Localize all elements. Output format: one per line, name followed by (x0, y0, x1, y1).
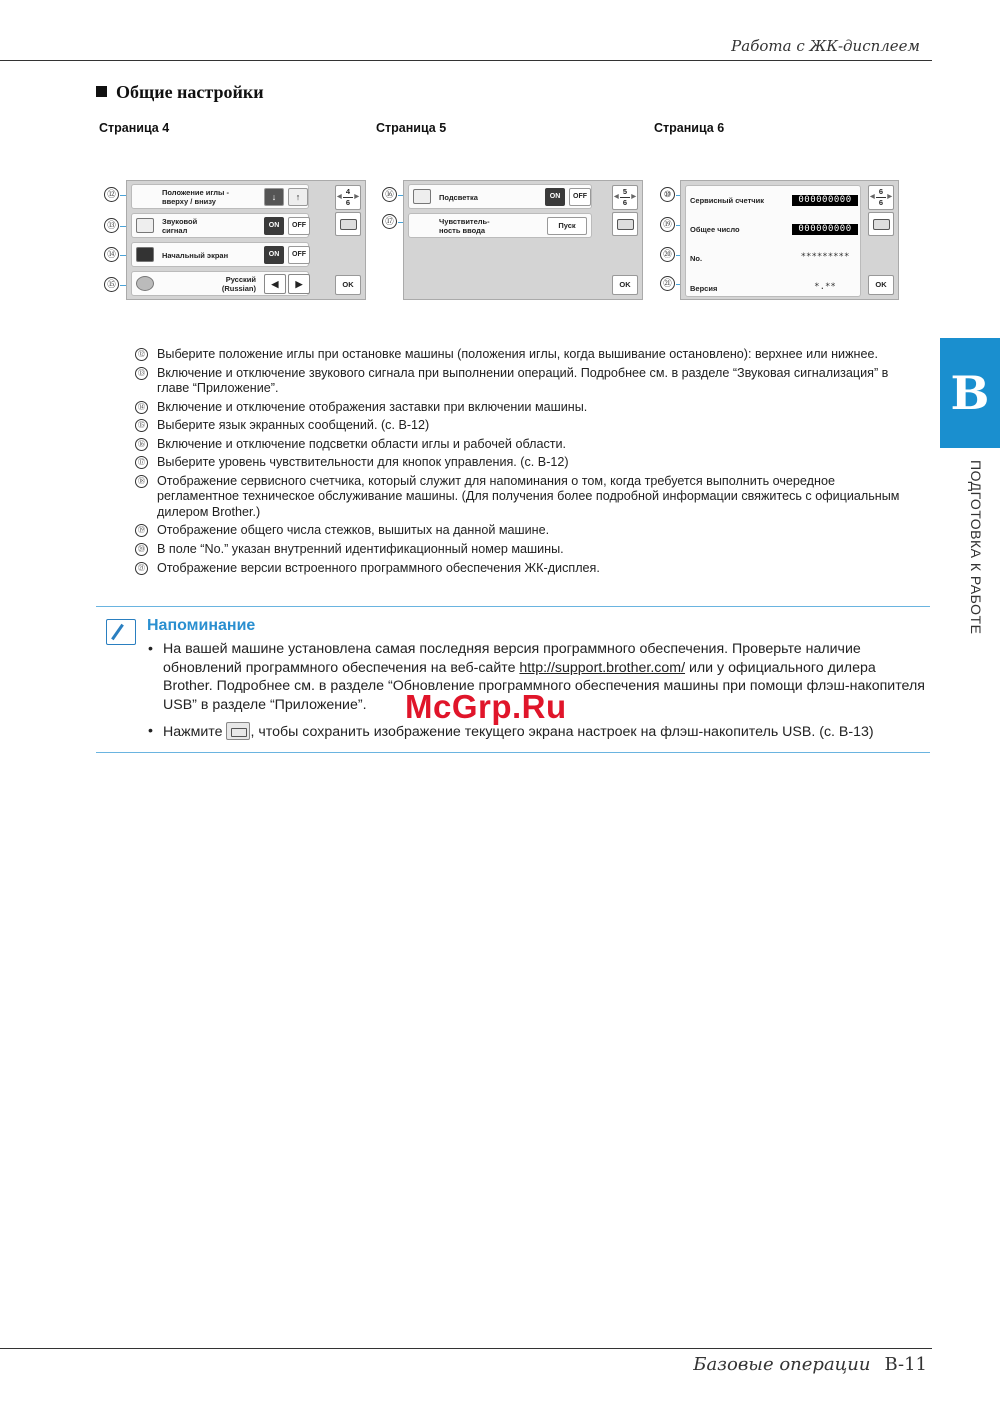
needle-icon (136, 189, 154, 204)
callout-15: ⑮ (104, 277, 119, 292)
opening-off-button[interactable]: OFF (288, 246, 310, 264)
buzzer-off-button[interactable]: OFF (288, 217, 310, 235)
service-count-label: Сервисный счетчик (690, 196, 764, 205)
page-footer: Базовые операции B-11 (693, 1354, 927, 1375)
opening-on-button[interactable]: ON (264, 246, 284, 264)
support-link[interactable]: http://support.brother.com/ (519, 659, 686, 676)
memo-bullet: • На вашей машине установлена самая последняя версия программного обеспечения. Проверьте наличие обновлений программного обеспечения на веб-сайте http://support.brother.com/ или у официального дилера Brother. Подробнее см. в разделе “Обновление программного обеспечения машины при помощи флэш-накопителя USB” в разделе “Приложение”. (146, 640, 926, 714)
list-item: ⑱ Отображение сервисного счетчика, который служит для напоминания о том, когда требуется выполнить очередное регламентное техническое обслуживание машины. (Для получения более подробной информации свяжитесь с официальным дилером Brother.) (135, 474, 905, 520)
needle-position-row: Положение иглы - вверху / внизу ↓ ↑ (131, 184, 309, 209)
light-on-button[interactable]: ON (545, 188, 565, 206)
memo-bullet: • Нажмите , чтобы сохранить изображение текущего экрана настроек на флэш-накопитель USB. (с. B-13) (146, 722, 926, 742)
list-item: ⑬ Включение и отключение звукового сигнала при выполнении операций. Подробнее см. в разделе “Звуковая сигнализация” в главе “Приложение”. (135, 366, 905, 397)
settings-screen-page-5 (403, 180, 643, 300)
buzzer-row: Звуковой сигнал ON OFF (131, 213, 309, 238)
list-item: ⑮ Выберите язык экранных сообщений. (с. B-12) (135, 418, 905, 433)
list-item: ⑲ Отображение общего числа стежков, вышитых на данной машине. (135, 523, 905, 538)
settings-screen-page-4 (126, 180, 366, 300)
section-title: Общие настройки (96, 82, 264, 103)
sensitivity-row: Чувствитель- ность ввода Пуск (408, 213, 592, 238)
callout-service: ⑩ (660, 187, 675, 202)
service-count-value: 000000000 (792, 195, 858, 206)
screenshot-button[interactable] (868, 212, 894, 236)
touch-icon (413, 218, 431, 233)
footer-rule (0, 1348, 932, 1349)
memo-box (96, 606, 930, 753)
version-value: *.** (814, 282, 836, 292)
buzzer-on-button[interactable]: ON (264, 217, 284, 235)
list-item: ⑫ Выберите положение иглы при остановке машины (положения иглы, когда вышивание остановлено): верхнее или нижнее. (135, 347, 905, 362)
ok-button[interactable]: OK (335, 275, 361, 295)
running-header: Работа с ЖК-дисплеем (731, 37, 920, 55)
screenshot-button[interactable] (335, 212, 361, 236)
callout-16: ⑯ (382, 187, 397, 202)
needle-down-button[interactable]: ↓ (264, 188, 284, 206)
language-next-button[interactable]: ▶ (288, 274, 310, 294)
start-button[interactable]: Пуск (547, 217, 587, 235)
usb-save-icon (873, 219, 890, 230)
list-item: ⑰ Выберите уровень чувствительности для кнопок управления. (с. B-12) (135, 455, 905, 470)
opening-screen-row: Начальный экран ON OFF (131, 242, 309, 267)
page-label-6: Страница 6 (654, 121, 725, 135)
info-panel (685, 185, 861, 297)
machine-no-label: No. (690, 254, 703, 263)
memo-pencil-icon (106, 619, 136, 645)
description-list (135, 347, 905, 579)
callout-17: ⑰ (382, 214, 397, 229)
ok-button[interactable]: OK (612, 275, 638, 295)
callout-21: ㉑ (660, 276, 675, 291)
square-bullet-icon (96, 86, 107, 97)
screen-icon (136, 247, 154, 262)
list-item: ⑭ Включение и отключение отображения заставки при включении машины. (135, 400, 905, 415)
light-icon (413, 189, 431, 204)
list-item: ⑯ Включение и отключение подсветки области иглы и рабочей области. (135, 437, 905, 452)
ok-button[interactable]: OK (868, 275, 894, 295)
usb-save-icon (340, 219, 357, 230)
callout-13: ⑬ (104, 218, 119, 233)
usb-save-icon (617, 219, 634, 230)
header-rule (0, 60, 932, 61)
chapter-title-vertical: ПОДГОТОВКА К РАБОТЕ (968, 460, 984, 635)
callout-20: ⑳ (660, 247, 675, 262)
callout-12: ⑫ (104, 187, 119, 202)
list-item: ⑳ В поле “No.” указан внутренний идентификационный номер машины. (135, 542, 905, 557)
page-indicator[interactable]: ◀ ▶ 6 6 (868, 185, 894, 210)
total-count-label: Общее число (690, 225, 740, 234)
light-off-button[interactable]: OFF (569, 188, 591, 206)
chapter-tab[interactable]: B (940, 338, 1000, 448)
machine-no-value: ********* (800, 252, 850, 262)
page-label-4: Страница 4 (99, 121, 170, 135)
watermark: McGrp.Ru (405, 688, 567, 725)
total-count-value: 000000000 (792, 224, 858, 235)
speaker-icon (136, 218, 154, 233)
page-indicator[interactable]: ◀ ▶ 5 6 (612, 185, 638, 210)
memo-title: Напоминание (147, 617, 256, 634)
callout-19: ⑲ (660, 217, 675, 232)
list-item: ㉑ Отображение версии встроенного программного обеспечения ЖК-дисплея. (135, 561, 905, 576)
language-row: Русский (Russian) ◀ ▶ (131, 271, 309, 296)
needle-up-button[interactable]: ↑ (288, 188, 308, 206)
page-label-5: Страница 5 (376, 121, 447, 135)
page-indicator[interactable]: ◀ ▶ 4 6 (335, 185, 361, 210)
light-row: Подсветка ON OFF (408, 184, 592, 209)
globe-icon (136, 276, 154, 291)
version-label: Версия (690, 284, 718, 293)
screenshot-button[interactable] (612, 212, 638, 236)
screenshot-key-icon (226, 722, 250, 740)
callout-14: ⑭ (104, 247, 119, 262)
language-prev-button[interactable]: ◀ (264, 274, 286, 294)
settings-screen-page-6 (680, 180, 899, 300)
